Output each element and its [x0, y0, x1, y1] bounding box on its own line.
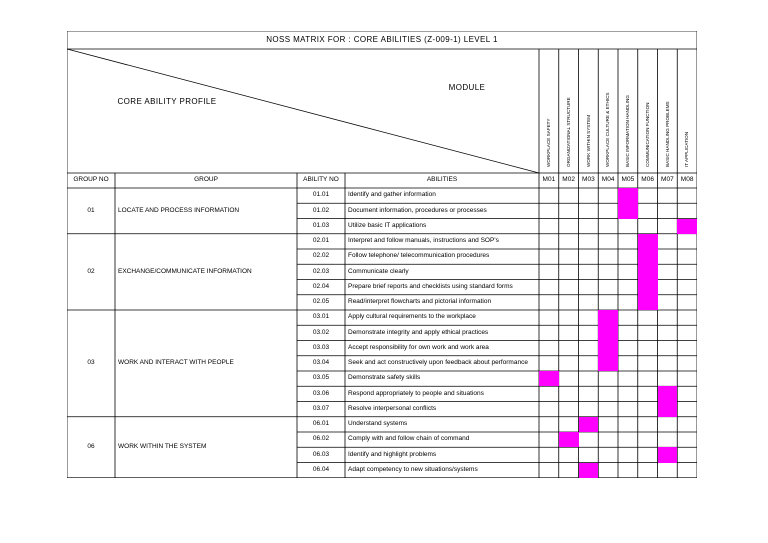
group-no: 01	[87, 206, 95, 214]
ability-no: 03.07	[312, 404, 330, 412]
ability-no: 03.02	[312, 328, 330, 336]
module-mark	[677, 219, 697, 234]
group-no: 03	[87, 359, 95, 367]
ability-no: 03.06	[312, 389, 330, 397]
module-name-7: BASIC HANDLING PROBLEMS	[664, 101, 670, 167]
module-name-1: WORKPLACE SAFETY	[546, 118, 551, 167]
ability-text: Identify and highlight problems	[348, 450, 437, 458]
ability-no: 02.01	[312, 237, 330, 245]
module-label: MODULE	[448, 83, 486, 92]
group-header: GROUP	[194, 176, 218, 184]
ability-no: 01.01	[312, 191, 330, 199]
module-code-4: M04	[601, 176, 615, 184]
ability-no-header: ABILITY NO	[303, 176, 339, 184]
module-mark	[658, 402, 678, 417]
module-mark	[638, 249, 658, 264]
group-name: EXCHANGE/COMMUNICATE INFORMATION	[118, 267, 252, 275]
ability-text: Adapt competency to new situations/systems	[348, 465, 478, 473]
ability-text: Communicate clearly	[348, 267, 409, 275]
module-name-3: WORK WITHIN SYSTEM	[585, 114, 591, 167]
ability-no: 02.05	[312, 298, 330, 306]
module-code-8: M08	[680, 176, 694, 184]
ability-no: 06.02	[312, 435, 330, 443]
ability-text: Understand systems	[348, 420, 408, 428]
ability-text: Seek and act constructively upon feedback about performance	[348, 359, 528, 367]
module-mark	[598, 310, 618, 325]
module-name-5: BASIC INFORMATION HANDLING	[625, 95, 630, 167]
module-mark	[638, 234, 658, 249]
group-no: 06	[87, 443, 95, 450]
ability-text: Demonstrate safety skills	[348, 374, 421, 382]
module-name-2: ORGANIZATIONAL STRUCTURE	[565, 97, 571, 167]
module-mark	[638, 264, 658, 279]
ability-no: 06.04	[312, 465, 330, 473]
module-mark	[658, 447, 678, 462]
ability-no: 06.01	[312, 420, 330, 428]
core-ability-profile-label: CORE ABILITY PROFILE	[117, 97, 217, 106]
ability-no: 03.01	[312, 313, 330, 321]
module-code-2: M02	[562, 176, 575, 184]
ability-text: Interpret and follow manuals, instructions and SOP's	[348, 237, 499, 245]
ability-no: 03.04	[312, 359, 330, 367]
ability-text: Accept responsibility for own work and work area	[348, 343, 489, 351]
ability-no: 06.03	[312, 450, 330, 458]
module-name-4: WORKPLACE CULTURE & ETHICS	[605, 92, 611, 167]
ability-no: 03.05	[312, 374, 330, 382]
module-mark	[559, 432, 579, 447]
ability-text: Respond appropriately to people and situations	[348, 389, 484, 397]
abilities-header: ABILITIES	[426, 176, 458, 184]
ability-text: Comply with and follow chain of command	[348, 435, 470, 443]
module-code-7: M07	[661, 176, 674, 184]
diagonal-divider	[67, 49, 539, 173]
ability-text: Document information, procedures or processes	[348, 206, 487, 214]
module-code-3: M03	[582, 176, 595, 184]
group-name: LOCATE AND PROCESS INFORMATION	[118, 206, 240, 214]
ability-text: Follow telephone/ telecommunication procedures	[348, 252, 490, 260]
module-mark	[618, 203, 638, 218]
group-no-header: GROUP NO	[73, 176, 109, 184]
noss-matrix-table	[67, 31, 697, 478]
ability-text: Demonstrate integrity and apply ethical practices	[348, 328, 489, 336]
module-code-6: M06	[641, 176, 654, 184]
module-code-5: M05	[621, 176, 635, 184]
ability-no: 02.03	[312, 267, 330, 275]
module-mark	[598, 325, 618, 340]
ability-text: Utilize basic IT applications	[348, 221, 427, 229]
ability-text: Identify and gather information	[348, 191, 436, 199]
ability-text: Resolve interpersonal conflicts	[348, 404, 437, 412]
module-mark	[618, 188, 638, 203]
module-mark	[638, 280, 658, 295]
module-mark	[598, 356, 618, 371]
ability-text: Prepare brief reports and checklists using standard forms	[348, 282, 513, 290]
ability-no: 03.03	[312, 343, 330, 351]
ability-no: 02.04	[312, 282, 330, 290]
module-mark	[539, 371, 559, 386]
module-code-1: M01	[542, 176, 556, 184]
module-mark	[658, 386, 678, 401]
module-name-8: IT APPLICATION	[684, 131, 690, 167]
module-name-6: COMMUNICATION FUNCTION	[644, 102, 650, 167]
module-mark	[579, 463, 599, 478]
module-mark	[579, 417, 599, 432]
group-name: WORK WITHIN THE SYSTEM	[118, 443, 207, 450]
table-title: NOSS MATRIX FOR : CORE ABILITIES (Z-009-1) LEVEL 1	[266, 35, 498, 44]
group-no: 02	[87, 267, 95, 275]
module-mark	[598, 341, 618, 356]
group-name: WORK AND INTERACT WITH PEOPLE	[118, 359, 234, 367]
ability-no: 02.02	[312, 252, 330, 260]
ability-no: 01.02	[312, 206, 330, 214]
ability-text: Read/interpret flowcharts and pictorial information	[348, 298, 492, 306]
ability-text: Apply cultural requirements to the workplace	[348, 313, 476, 321]
module-mark	[638, 295, 658, 310]
ability-no: 01.03	[312, 221, 330, 229]
